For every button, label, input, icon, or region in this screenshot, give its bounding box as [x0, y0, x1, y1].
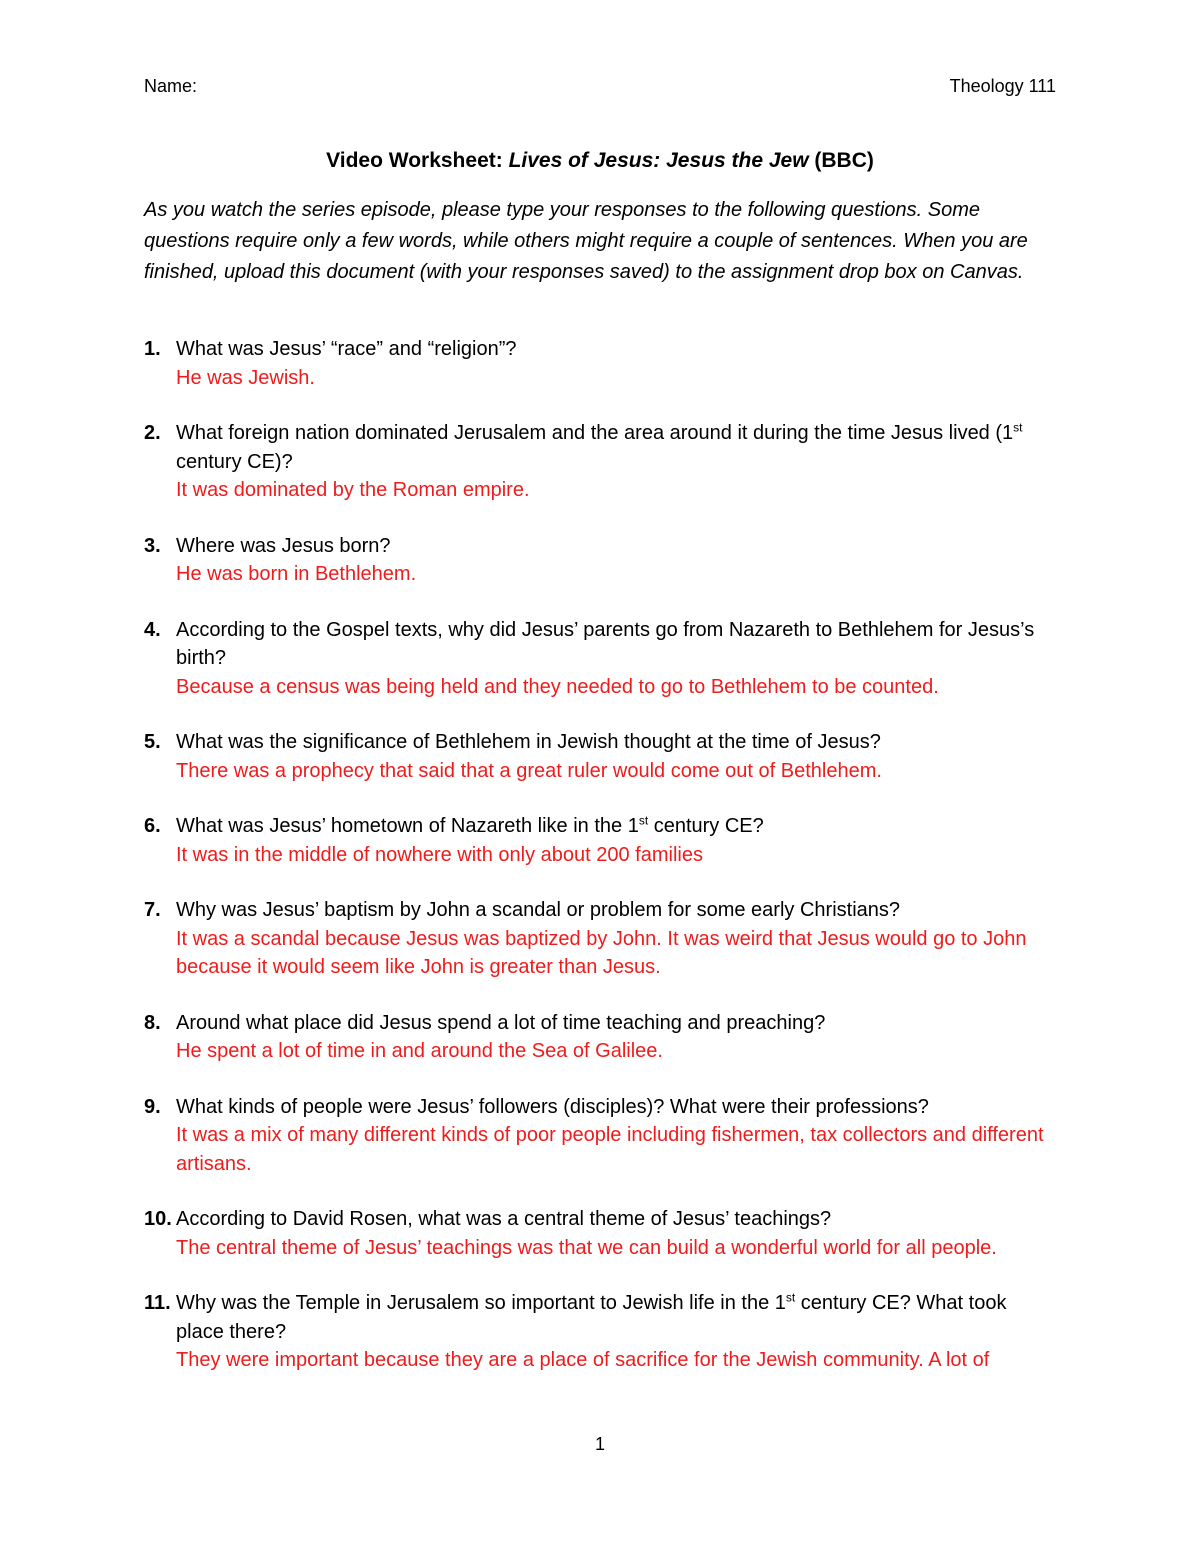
- answer-text: The central theme of Jesus’ teachings was that we can build a wonderful world for all people.: [176, 1236, 997, 1259]
- question-number: 4.: [144, 618, 161, 641]
- page-number: 1: [594, 1434, 605, 1454]
- answer-text: It was dominated by the Roman empire.: [176, 479, 530, 501]
- question-number: 3.: [144, 534, 161, 557]
- ordinal-superscript: st: [1013, 420, 1023, 435]
- intro-paragraph: As you watch the series episode, please type your responses to the following questions. Some questions require only a few words, while others might require a couple of sentences. When you are finished, upload this document (with your responses saved) to the assignment drop box on Canvas.: [144, 199, 1028, 283]
- question-item: [144, 532, 1056, 589]
- question-number: 10.: [144, 1208, 172, 1230]
- question-item: [144, 616, 1056, 702]
- question-text-part: century CE? What took place there?: [176, 1292, 1007, 1343]
- question-text: What was Jesus’ “race” and “religion”?: [176, 338, 517, 360]
- question-text: Where was Jesus born?: [176, 534, 391, 557]
- question-item: [144, 812, 1056, 869]
- question-number: 7.: [144, 899, 161, 921]
- question-number: 11.: [144, 1292, 171, 1314]
- question-text: Around what place did Jesus spend a lot of time teaching and preaching?: [176, 1011, 826, 1034]
- question-list: [144, 335, 1056, 1402]
- question-item: [144, 728, 1056, 785]
- answer-text: He spent a lot of time in and around the Sea of Galilee.: [176, 1040, 663, 1062]
- question-text: What was the significance of Bethlehem in Jewish thought at the time of Jesus?: [176, 731, 881, 753]
- answer-text: Because a census was being held and they needed to go to Bethlehem to be counted.: [176, 675, 939, 698]
- question-item: [144, 1289, 1056, 1375]
- name-label: Name:: [144, 76, 198, 96]
- question-text-part: Why was the Temple in Jerusalem so important to Jewish life in the 1: [176, 1292, 786, 1314]
- question-text-part: What foreign nation dominated Jerusalem and the area around it during the time Jesus lived (1: [176, 422, 1014, 444]
- question-number: 9.: [144, 1095, 161, 1118]
- answer-text: He was Jewish.: [176, 366, 315, 389]
- question-item: [144, 1009, 1056, 1066]
- question-text-part: What was Jesus’ hometown of Nazareth like in the 1: [176, 815, 639, 837]
- ordinal-superscript: st: [638, 813, 649, 828]
- question-item: [144, 1205, 1056, 1262]
- title-prefix: Video Worksheet:: [326, 149, 509, 172]
- title-suffix: (BBC): [808, 149, 874, 172]
- question-number: 8.: [144, 1011, 161, 1034]
- question-item: [144, 419, 1056, 505]
- question-item: [144, 896, 1056, 982]
- question-text: According to the Gospel texts, why did Jesus’ parents go from Nazareth to Bethlehem for Jesus’s birth?: [176, 618, 1035, 669]
- course-label: Theology 111: [949, 76, 1056, 96]
- question-number: 2.: [144, 422, 161, 444]
- ordinal-superscript: st: [785, 1290, 796, 1305]
- answer-text: They were important because they are a place of sacrifice for the Jewish community. A lot of: [176, 1349, 990, 1371]
- question-item: [144, 335, 1056, 392]
- question-text: What kinds of people were Jesus’ followers (disciples)? What were their professions?: [176, 1095, 929, 1118]
- question-text: [176, 812, 1056, 841]
- answer-text: There was a prophecy that said that a great ruler would come out of Bethlehem.: [176, 759, 882, 782]
- question-text-part: century CE?: [648, 815, 764, 837]
- question-text: [176, 1289, 1056, 1346]
- answer-text: It was a scandal because Jesus was baptized by John. It was weird that Jesus would go to John because it would seem like John is greater than Jesus.: [176, 927, 1027, 978]
- question-text: [176, 419, 1056, 476]
- question-text: Why was Jesus’ baptism by John a scandal or problem for some early Christians?: [176, 899, 901, 921]
- answer-text: It was a mix of many different kinds of poor people including fishermen, tax collectors and different artisans.: [176, 1124, 1044, 1175]
- question-text: According to David Rosen, what was a central theme of Jesus’ teachings?: [176, 1208, 832, 1230]
- page-title: [0, 147, 1200, 175]
- answer-text: He was born in Bethlehem.: [176, 563, 417, 585]
- answer-text: It was in the middle of nowhere with only about 200 families: [176, 843, 703, 866]
- question-number: 5.: [144, 731, 161, 753]
- question-text-part: century CE)?: [176, 450, 293, 473]
- question-number: 6.: [144, 815, 161, 837]
- question-item: [144, 1093, 1056, 1179]
- title-italic: Lives of Jesus: Jesus the Jew: [508, 149, 809, 172]
- question-number: 1.: [144, 338, 161, 360]
